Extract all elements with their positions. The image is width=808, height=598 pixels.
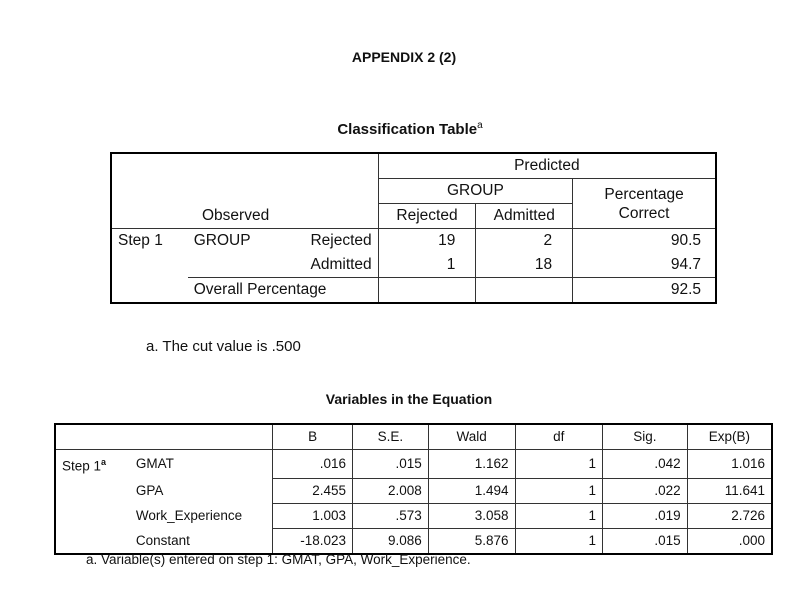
appendix-title: APPENDIX 2 (2) [351,49,457,65]
cell-se: 2.008 [353,479,429,504]
classification-footnote: a. The cut value is .500 [146,338,301,355]
variables-table-title: Variables in the Equation [325,391,493,407]
cell-wald: 1.494 [428,479,515,504]
col-header-expb: Exp(B) [687,424,772,450]
overall-percentage-value: 92.5 [573,278,716,304]
cell-rejected-rejected: 19 [378,229,476,254]
variable-name: Work_Experience [135,508,243,523]
classification-table-title: Classification Table$^a$ [337,120,483,138]
col-header-b: B [273,424,353,450]
col-header-df: df [515,424,603,450]
cell-b: -18.023 [273,529,353,555]
cell-se: .573 [353,504,429,529]
cell-b: .016 [273,450,353,479]
cell-expb: 2.726 [687,504,772,529]
cell-wald: 3.058 [428,504,515,529]
cell-admitted-rejected: 1 [378,253,476,278]
cell-df: 1 [515,529,603,555]
table-row [55,450,772,479]
col-header-se: S.E. [353,424,429,450]
observed-header: Observed [202,207,270,224]
row-label-admitted: Admitted [310,256,372,273]
variable-name: Constant [135,532,190,548]
group-header: GROUP [378,179,572,204]
step-label: Step 1$^a$ [62,457,107,474]
cell-b: 1.003 [273,504,353,529]
cell-wald: 5.876 [428,529,515,555]
row-group-label: GROUP [188,229,280,254]
variable-name: GPA [135,483,164,498]
overall-percentage-label: Overall Percentage [188,278,378,304]
table-row [55,479,772,504]
cell-expb: 1.016 [687,450,772,479]
cell-admitted-pct: 94.7 [573,253,716,278]
cell-se: .015 [353,450,429,479]
cell-sig: .015 [603,529,688,555]
percentage-correct-header: Percentage Correct [573,179,716,229]
cell-sig: .022 [603,479,688,504]
col-header-wald: Wald [428,424,515,450]
cell-rejected-admitted: 2 [476,229,573,254]
cell-sig: .019 [603,504,688,529]
table-row [55,504,772,529]
step-label: Step 1 [111,229,188,254]
col-header-sig: Sig. [603,424,688,450]
row-label-rejected: Rejected [279,229,378,254]
table-row [55,529,772,555]
variables-table [54,423,773,555]
cell-sig: .042 [603,450,688,479]
cell-se: 9.086 [353,529,429,555]
cell-expb: .000 [687,529,772,555]
cell-rejected-pct: 90.5 [573,229,716,254]
cell-df: 1 [515,479,603,504]
admitted-col-header: Admitted [476,204,573,229]
variable-name: GMAT [135,456,174,472]
cell-admitted-admitted: 18 [476,253,573,278]
cell-wald: 1.162 [428,450,515,479]
rejected-col-header: Rejected [378,204,476,229]
predicted-header: Predicted [378,153,716,179]
classification-table [110,152,717,304]
cell-b: 2.455 [273,479,353,504]
variables-footnote: a. Variable(s) entered on step 1: GMAT, GPA, Work_Experience. [86,552,471,567]
cell-df: 1 [515,450,603,479]
cell-expb: 11.641 [687,479,772,504]
cell-df: 1 [515,504,603,529]
